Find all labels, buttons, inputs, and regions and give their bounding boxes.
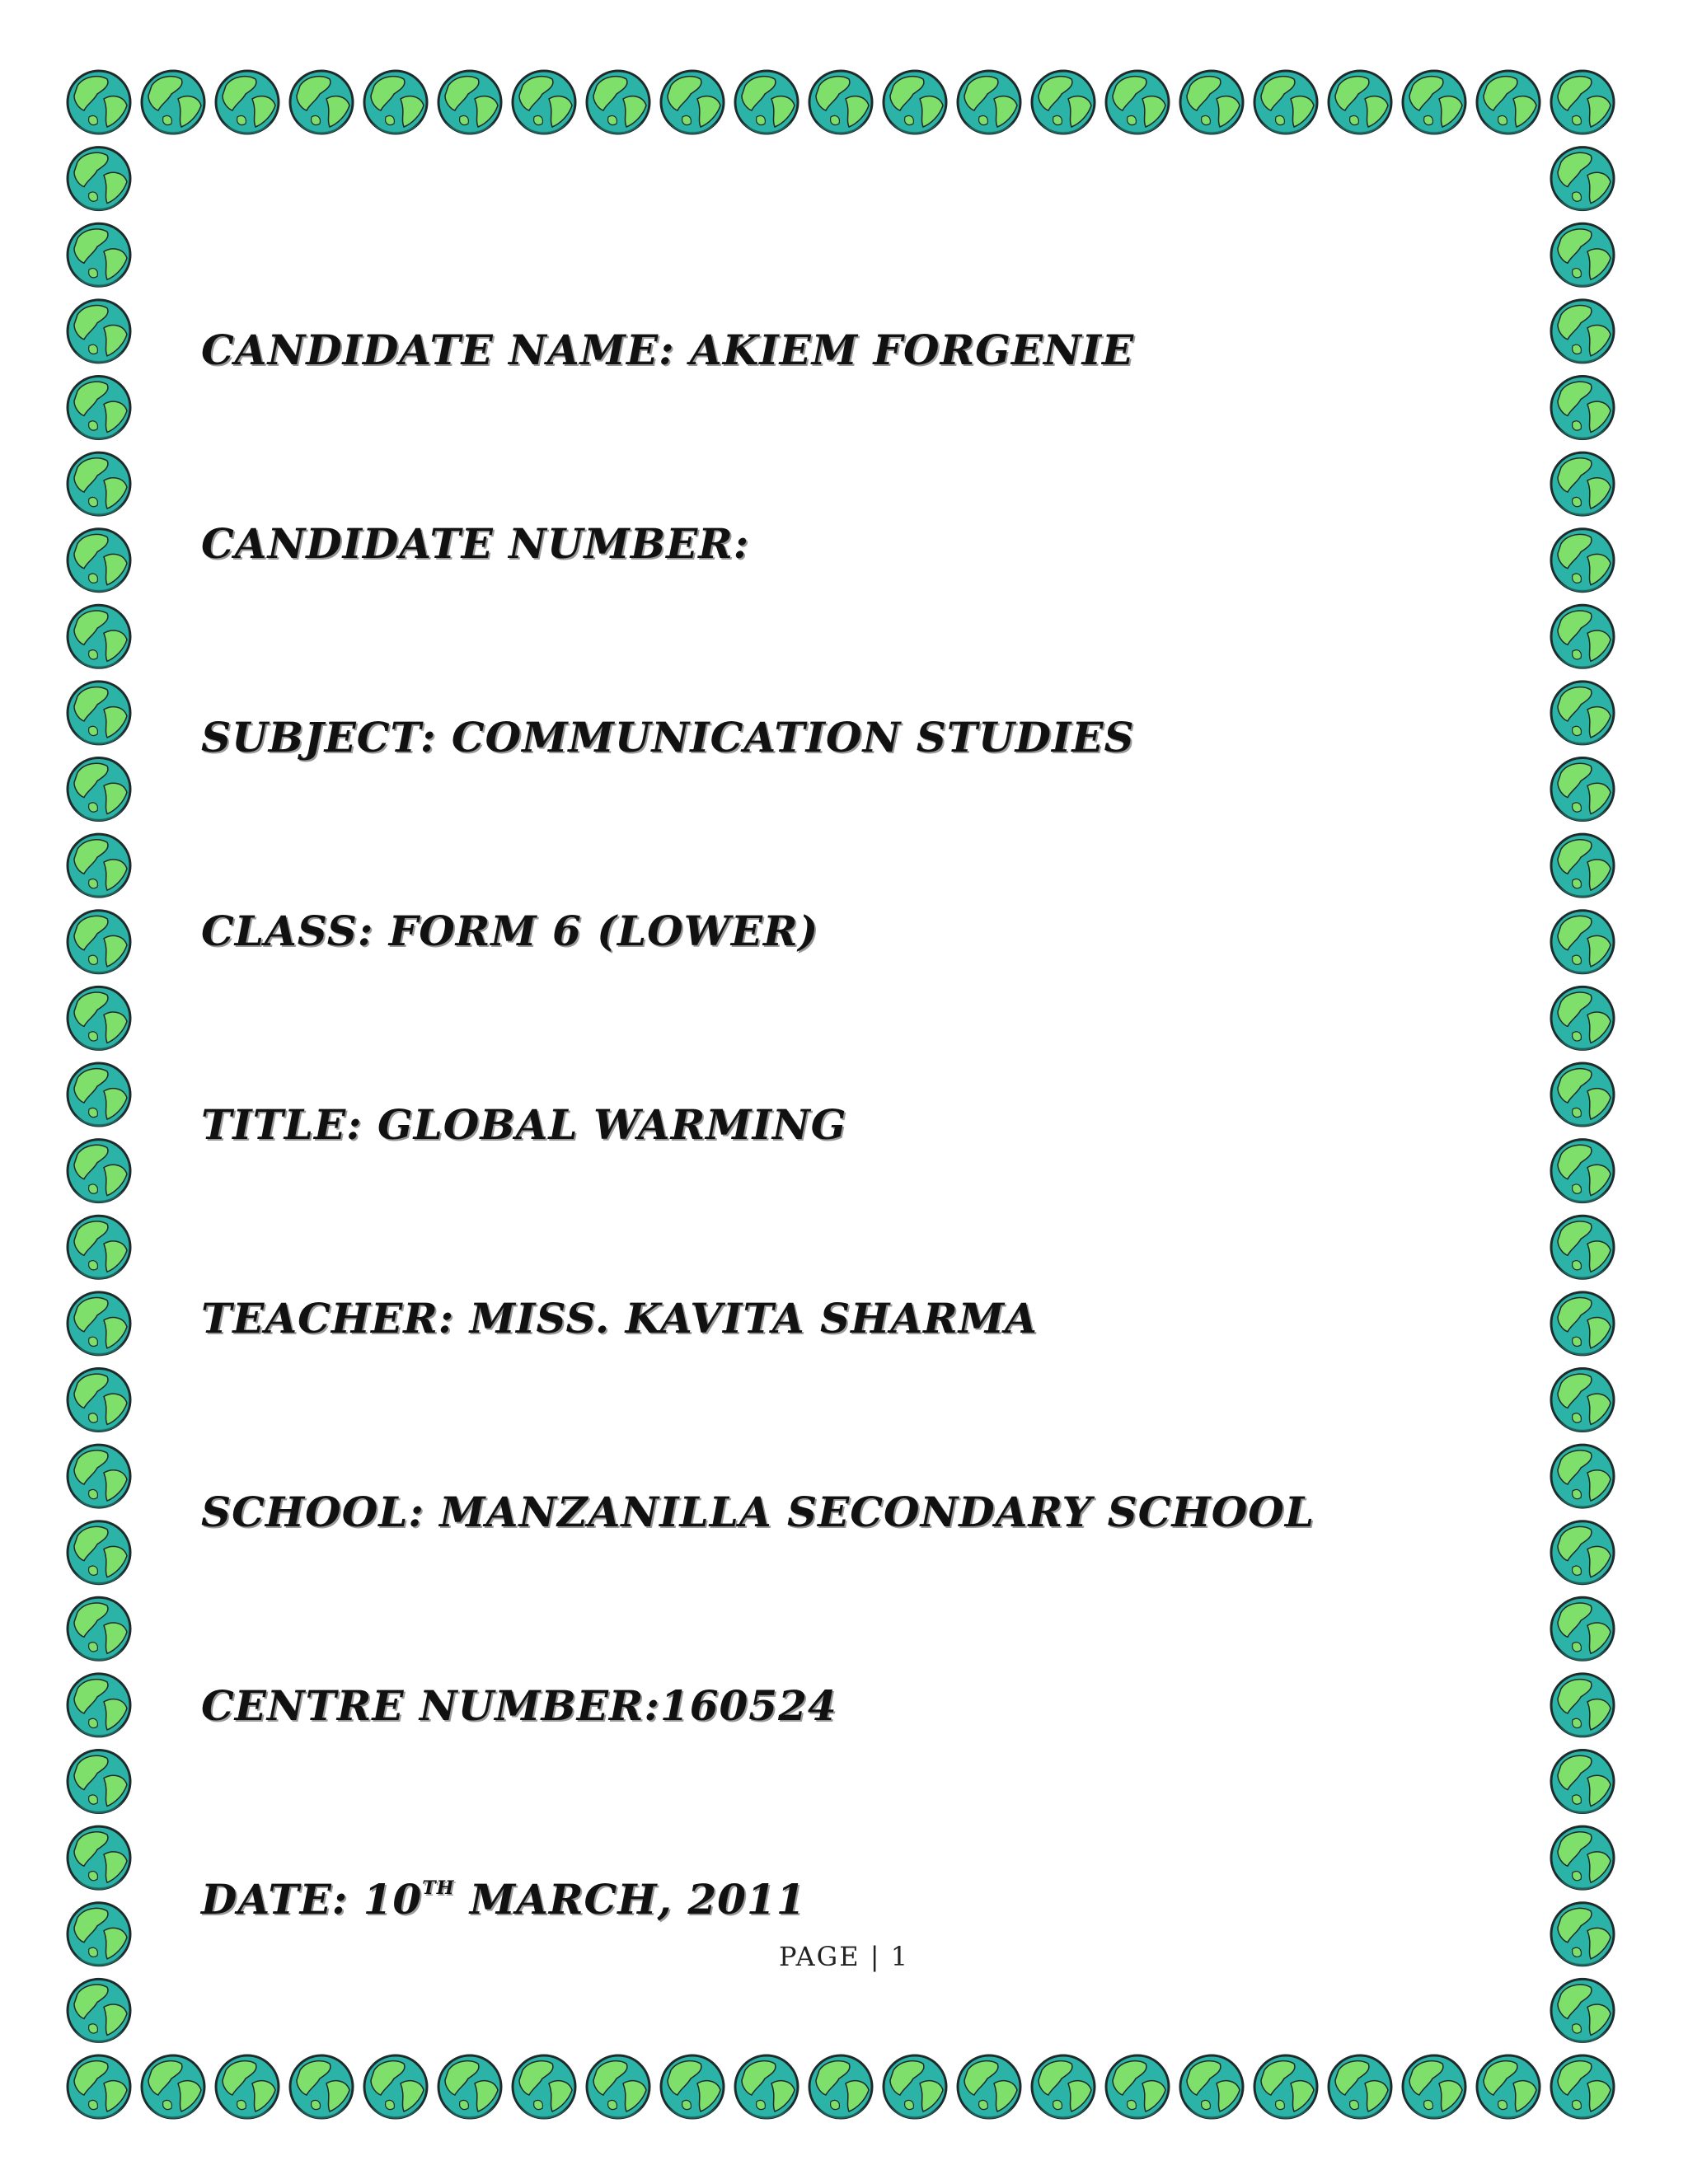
globe-icon (661, 71, 724, 134)
globe-icon (1106, 71, 1169, 134)
globe-icon (68, 834, 130, 898)
globe-icon (1551, 1750, 1614, 1814)
candidate-number-line (201, 519, 750, 568)
globe-icon (513, 2055, 575, 2119)
globe-icon (1551, 1140, 1614, 1203)
globe-icon (1403, 71, 1465, 134)
teacher-line (201, 1294, 1038, 1343)
class-line (201, 907, 819, 955)
globe-icon (1551, 1368, 1614, 1432)
globe-icon (513, 71, 575, 134)
globe-icon (438, 71, 501, 134)
globe-icon (68, 1826, 130, 1890)
globe-icon (68, 529, 130, 593)
globe-icon (1180, 2055, 1243, 2119)
globe-icon (68, 1750, 130, 1814)
globe-icon (68, 1521, 130, 1585)
date-rest: MARCH, 2011 (469, 1875, 806, 1924)
teacher-value: MISS. KAVITA SHARMA (469, 1294, 1038, 1343)
date-day: 10 (363, 1875, 423, 1924)
globe-icon (1551, 834, 1614, 898)
date-line (201, 1875, 806, 1924)
globe-icon (68, 911, 130, 974)
globe-icon (1551, 758, 1614, 822)
globe-icon (1551, 605, 1614, 668)
globe-icon (68, 758, 130, 822)
globe-icon (1551, 1979, 1614, 2042)
title-label: TITLE: (201, 1100, 363, 1149)
globe-icon (1551, 1674, 1614, 1737)
title-line (201, 1100, 847, 1149)
date-day-suffix: TH (422, 1877, 455, 1900)
globe-icon (1551, 1445, 1614, 1508)
centre-number-label: CENTRE NUMBER: (201, 1681, 660, 1730)
title-value: GLOBAL WARMING (377, 1100, 847, 1149)
globe-icon (68, 1140, 130, 1203)
globe-icon (438, 2055, 501, 2119)
page-footer (0, 1941, 1688, 1972)
globe-icon (68, 71, 130, 134)
subject-value: COMMUNICATION STUDIES (451, 713, 1135, 762)
globe-icon (1032, 71, 1095, 134)
globe-icon (68, 1597, 130, 1661)
globe-icon (1551, 1063, 1614, 1127)
globe-icon (142, 2055, 204, 2119)
globe-icon (1551, 529, 1614, 593)
globe-icon (1254, 2055, 1317, 2119)
globe-icon (68, 1368, 130, 1432)
globe-icon (958, 2055, 1020, 2119)
subject-line (201, 713, 1135, 762)
candidate-name-label: CANDIDATE NAME: (201, 326, 675, 374)
globe-icon (68, 1979, 130, 2042)
globe-icon (587, 2055, 649, 2119)
globe-icon (809, 71, 872, 134)
globe-icon (68, 1216, 130, 1279)
globe-icon (735, 71, 798, 134)
teacher-label: TEACHER: (201, 1294, 455, 1343)
globe-icon (68, 1674, 130, 1737)
globe-icon (809, 2055, 872, 2119)
page-number: 1 (890, 1941, 910, 1972)
page-separator: | (870, 1941, 881, 1972)
candidate-number-label: CANDIDATE NUMBER: (201, 519, 750, 568)
globe-icon (1477, 71, 1540, 134)
globe-icon (735, 2055, 798, 2119)
globe-icon (1180, 71, 1243, 134)
globe-icon (884, 71, 946, 134)
globe-icon (1551, 300, 1614, 363)
globe-icon (1551, 1597, 1614, 1661)
centre-number-value: 160524 (659, 1681, 837, 1730)
globe-icon (1551, 987, 1614, 1050)
globe-icon (1551, 1292, 1614, 1356)
school-value: MANZANILLA SECONDARY SCHOOL (439, 1488, 1315, 1536)
globe-icon (1254, 71, 1317, 134)
date-label: DATE: (201, 1875, 349, 1924)
globe-icon (1551, 1521, 1614, 1585)
globe-icon (364, 71, 427, 134)
school-line (201, 1488, 1315, 1536)
globe-icon (1551, 1826, 1614, 1890)
globe-icon (1551, 911, 1614, 974)
globe-icon (68, 148, 130, 211)
globe-icon (68, 987, 130, 1050)
globe-icon (68, 682, 130, 745)
globe-icon (587, 71, 649, 134)
globe-icon (68, 452, 130, 516)
globe-icon (68, 605, 130, 668)
school-label: SCHOOL: (201, 1488, 424, 1536)
globe-icon (68, 1292, 130, 1356)
candidate-name-value: AKIEM FORGENIE (690, 326, 1135, 374)
globe-icon (1551, 71, 1614, 134)
class-label: CLASS: (201, 907, 374, 955)
globe-icon (1551, 376, 1614, 439)
globe-icon (1329, 2055, 1391, 2119)
globe-icon (68, 223, 130, 287)
globe-icon (884, 2055, 946, 2119)
globe-icon (1403, 2055, 1465, 2119)
candidate-name-line (201, 326, 1135, 374)
globe-icon (1477, 2055, 1540, 2119)
globe-icon (290, 2055, 353, 2119)
globe-icon (1551, 682, 1614, 745)
globe-icon (661, 2055, 724, 2119)
globe-icon (1551, 148, 1614, 211)
globe-icon (216, 71, 279, 134)
globe-icon (1551, 223, 1614, 287)
globe-icon (216, 2055, 279, 2119)
globe-icon (68, 300, 130, 363)
centre-number-line (201, 1681, 837, 1730)
globe-icon (68, 1063, 130, 1127)
globe-icon (290, 71, 353, 134)
globe-icon (958, 71, 1020, 134)
globe-icon (1551, 2055, 1614, 2119)
page-label: PAGE (778, 1941, 860, 1972)
globe-icon (1032, 2055, 1095, 2119)
globe-icon (1551, 452, 1614, 516)
globe-icon (142, 71, 204, 134)
globe-icon (1329, 71, 1391, 134)
globe-icon (68, 376, 130, 439)
globe-icon (364, 2055, 427, 2119)
globe-icon (1551, 1216, 1614, 1279)
class-value: FORM 6 (LOWER) (388, 907, 819, 955)
globe-icon (68, 2055, 130, 2119)
globe-icon (68, 1445, 130, 1508)
subject-label: SUBJECT: (201, 713, 437, 762)
globe-icon (1106, 2055, 1169, 2119)
